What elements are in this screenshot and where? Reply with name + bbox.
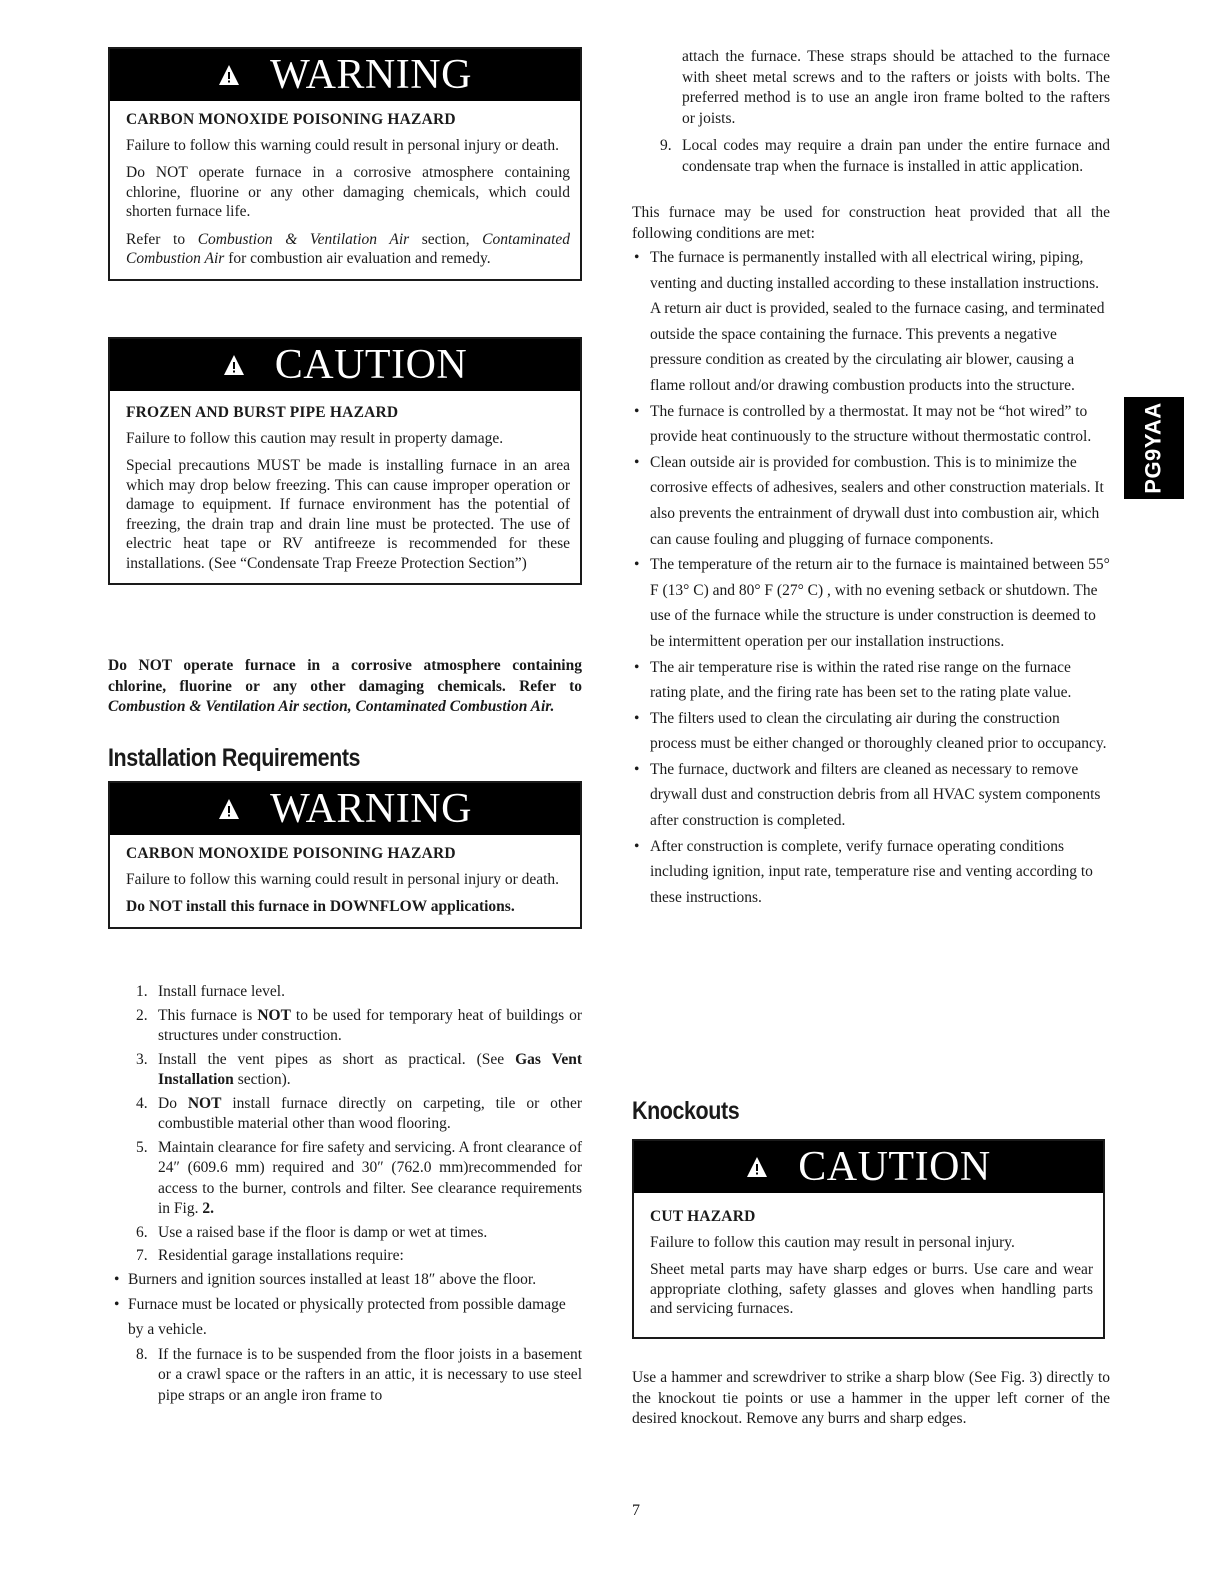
hazard-instruction: Do NOT operate furnace in a corrosive atmosphere containing chlorine, fluorine or any other damaging chemicals, which could shorten furnace life. xyxy=(126,164,570,220)
list-bullet: • The furnace, ductwork and filters are cleaned as necessary to remove drywall dust and construction debris from all HVAC system components after construction is completed. xyxy=(634,760,1101,830)
caution-box-cut-hazard xyxy=(632,1139,1105,1339)
list-bullet: • After construction is complete, verify furnace operating conditions including ignition, input rate, temperature rise and venting according to these instructions. xyxy=(634,837,1093,906)
list-bullet: • The furnace is controlled by a thermostat. It may not be “hot wired” to provide heat continuously to the structure without thermostatic control. xyxy=(634,402,1092,446)
caution-body xyxy=(110,391,580,583)
list-item: 3. Install the vent pipes as short as practical. (See Gas Vent Installation section). xyxy=(136,1050,583,1088)
list-bullet: • The air temperature rise is within the rated rise range on the furnace rating plate, and the firing rate has been set to the rating plate value. xyxy=(634,658,1072,702)
installation-requirements-heading: Installation Requirements xyxy=(108,744,361,772)
list-bullet: • The furnace is permanently installed with all electrical wiring, piping, venting and ducting installed according to these installation instructions. A return air duct is provided, sealed to the furnace casing, and terminated outside the space containing the furnace. This prevents a negative pressure condition as created by the circulating air blower, causing a flame rollout and/or drawing combustion products into the structure. xyxy=(634,249,1105,394)
list-bullet: • The temperature of the return air to the furnace is maintained between 55° F (13° C) and 80° F (27° C) , with no evening setback or shutdown. The use of the furnace while the structure is under construction is deemed to be intermittent operation per our installation instructions. xyxy=(634,556,1110,650)
hazard-consequence: Failure to follow this caution may result in personal injury. xyxy=(650,1233,1015,1251)
hazard-reference: Refer to Combustion & Ventilation Air section, Contaminated Combustion Air for combustion air evaluation and remedy. xyxy=(126,230,571,267)
hazard-instruction: Special precautions MUST be made is installing furnace in an area which may drop below freezing. This can cause improper operation or damage to equipment. If furnace environment has the potential of freezing, the drain trap and drain line must be protected. The use of electric heat tape or RV antifreeze is recommended for these installations. (See “Condensate Trap Freeze Protection Section”) xyxy=(126,457,570,572)
signal-word: CAUTION xyxy=(798,1144,991,1190)
warning-body xyxy=(110,101,580,279)
list-bullet: • Clean outside air is provided for combustion. This is to minimize the corrosive effects of adhesives, sealers and other construction materials. It also prevents the entrainment of drywall dust into combustion air, which can cause fouling and plugging of furnace components. xyxy=(634,453,1104,548)
caution-header xyxy=(634,1141,1103,1193)
signal-word: WARNING xyxy=(270,786,472,832)
hazard-consequence: Failure to follow this warning could result in personal injury or death. xyxy=(126,870,560,888)
list-bullet: • Furnace must be located or physically protected from possible damage by a vehicle. xyxy=(114,1295,566,1338)
hazard-title: CUT HAZARD xyxy=(650,1208,756,1225)
hazard-consequence: Failure to follow this warning could result in personal injury or death. xyxy=(126,136,560,154)
warning-triangle-icon xyxy=(223,354,245,376)
signal-word: WARNING xyxy=(270,52,472,98)
list-item: 8. If the furnace is to be suspended from the floor joists in a basement or a crawl space or the rafters in an attic, it is necessary to use steel pipe straps or an angle iron frame to xyxy=(136,1345,582,1404)
warning-box-carbon-monoxide xyxy=(108,47,582,281)
page-number: 7 xyxy=(632,1502,640,1519)
list-bullet: • Burners and ignition sources installed at least 18″ above the floor. xyxy=(114,1270,537,1288)
warning-box-downflow xyxy=(108,781,582,929)
warning-triangle-icon xyxy=(218,64,240,86)
caution-header xyxy=(110,339,580,391)
model-label: PG9YAA xyxy=(1141,402,1167,494)
hazard-consequence: Failure to follow this caution may result in property damage. xyxy=(126,429,504,447)
hazard-instruction: Do NOT install this furnace in DOWNFLOW applications. xyxy=(126,898,515,915)
caution-box-frozen-pipe xyxy=(108,337,582,585)
caution-body xyxy=(634,1193,1103,1337)
hazard-title: FROZEN AND BURST PIPE HAZARD xyxy=(126,404,399,421)
corrosive-atmosphere-notice: Do NOT operate furnace in a corrosive atmosphere containing chlorine, fluorine or any other damaging chemicals. Refer to Combustion & Ventilation Air section, Contaminated Combustion Air. xyxy=(108,657,582,715)
hazard-instruction: Sheet metal parts may have sharp edges or burrs. Use care and wear appropriate clothing, safety glasses and gloves when handling parts and servicing furnaces. xyxy=(650,1261,1093,1317)
list-item: 5. Maintain clearance for fire safety and servicing. A front clearance of 24″ (609.6 mm) required and 30″ (762.0 mm)recommended for access to the burner, controls and filter. See clearance requirements in Fig. 2. xyxy=(136,1138,582,1217)
installation-requirements-list xyxy=(108,982,582,1409)
list-item: 7. Residential garage installations require: xyxy=(136,1247,404,1264)
knockout-instructions: Use a hammer and screwdriver to strike a sharp blow (See Fig. 3) directly to the knockout tie points or use a hammer in the upper left corner of the desired knockout. Remove any burrs and sharp edges. xyxy=(632,1369,1110,1427)
warning-triangle-icon xyxy=(746,1156,768,1178)
hazard-title: CARBON MONOXIDE POISONING HAZARD xyxy=(126,845,456,862)
list-item: 9. Local codes may require a drain pan under the entire furnace and condensate trap when the furnace is installed in attic application. xyxy=(660,137,1110,175)
warning-triangle-icon xyxy=(218,798,240,820)
list-bullet: • The filters used to clean the circulating air during the construction process must be either changed or thoroughly cleaned prior to occupancy. xyxy=(634,709,1107,753)
construction-conditions-list xyxy=(632,245,1110,910)
list-item: 4. Do NOT install furnace directly on carpeting, tile or other combustible material other than wood flooring. xyxy=(136,1094,582,1132)
knockouts-heading: Knockouts xyxy=(632,1097,740,1125)
list-item: 2. This furnace is NOT to be used for temporary heat of buildings or structures under construction. xyxy=(136,1006,582,1044)
model-side-tab xyxy=(1124,397,1184,499)
list-item: 1. Install furnace level. xyxy=(136,983,285,1000)
signal-word: CAUTION xyxy=(274,342,468,388)
list-item-continuation: attach the furnace. These straps should be attached to the furnace with sheet metal screws and to the rafters or joists with bolts. The preferred method is to use an angle iron frame bolted to the rafters or joists. xyxy=(682,48,1110,127)
warning-header xyxy=(110,49,580,101)
warning-body xyxy=(110,835,580,927)
warning-header xyxy=(110,783,580,835)
list-item: 6. Use a raised base if the floor is damp or wet at times. xyxy=(136,1223,488,1241)
construction-heat-intro: This furnace may be used for construction heat provided that all the following conditions are met: xyxy=(632,204,1110,242)
hazard-title: CARBON MONOXIDE POISONING HAZARD xyxy=(126,111,456,128)
